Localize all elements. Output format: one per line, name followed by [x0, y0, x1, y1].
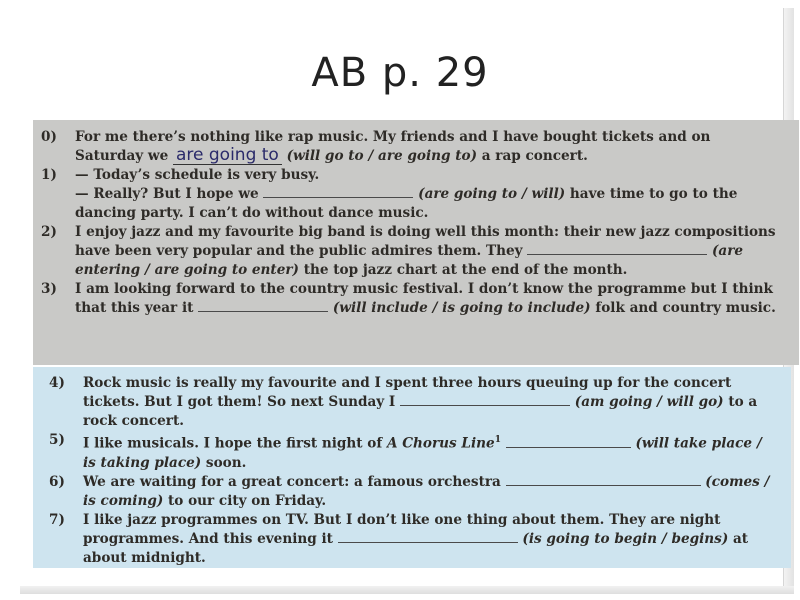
exercise-number: 4)	[49, 375, 65, 391]
exercise-7	[49, 511, 773, 568]
exercise-0	[41, 128, 781, 166]
exercise-text-end: have time to go to the dancing party. I can’t do without dance music.	[75, 186, 738, 221]
exercise-number: 2)	[41, 224, 57, 240]
exercise-number: 0)	[41, 129, 57, 145]
exercise-text: I like jazz programmes on TV. But I don’t like one thing about them. They are night programmes. And this evening it	[83, 511, 721, 547]
exercise-text-end: to our city on Friday.	[168, 492, 327, 509]
options: (am going / will go)	[574, 394, 724, 410]
slide-title: AB p. 29	[311, 50, 489, 96]
scan-exercises-4-7	[33, 367, 791, 568]
options: (is going to begin / begins)	[522, 530, 729, 547]
exercise-text: I like musicals. I hope the first night of	[83, 435, 383, 452]
dialogue-line-1: — Today’s schedule is very busy.	[75, 167, 320, 183]
exercise-text: Rock music is really my favourite and I spent three hours queuing up for the concert tickets. But I got them! So next Sunday I	[83, 375, 732, 410]
options: (are going to / will)	[418, 186, 566, 202]
exercise-text: I enjoy jazz and my favourite big band is doing well this month: their new jazz compositions have been very popular and the public admires them. They	[75, 224, 776, 259]
answer-blank[interactable]	[198, 299, 328, 312]
slide-frame-bottom	[20, 586, 794, 594]
answer-blank[interactable]	[506, 435, 631, 448]
exercise-number: 5)	[49, 432, 65, 448]
exercise-text-end: a rap concert.	[481, 148, 588, 164]
exercise-number: 3)	[41, 281, 57, 297]
exercise-text-end: soon.	[205, 454, 247, 471]
options: (comes / is coming)	[83, 473, 770, 509]
exercise-6	[49, 473, 773, 511]
exercise-text: I am looking forward to the country music festival. I don’t know the programme but I think that this year it	[75, 281, 773, 316]
exercise-text: We are waiting for a great concert: a famous orchestra	[83, 473, 501, 490]
exercise-number: 6)	[49, 473, 65, 490]
exercise-text: For me there’s nothing like rap music. My friends and I have bought tickets and on Saturday we	[75, 129, 711, 164]
exercise-text: — Really? But I hope we	[75, 186, 259, 202]
exercise-2	[41, 223, 781, 280]
answer-blank[interactable]	[263, 185, 413, 198]
exercise-1	[41, 166, 781, 223]
exercise-text-end: at about midnight.	[83, 530, 749, 566]
handwritten-answer: are going to	[173, 147, 282, 165]
musical-title: A Chorus Line	[386, 435, 495, 452]
answer-blank[interactable]	[400, 393, 570, 406]
answer-blank[interactable]	[338, 530, 518, 543]
answer-blank[interactable]	[506, 473, 701, 486]
exercise-number: 7)	[49, 511, 65, 528]
exercise-text-end: to a rock concert.	[83, 394, 758, 429]
exercise-3	[41, 280, 781, 318]
options: (will take place / is taking place)	[83, 435, 762, 471]
footnote-marker: 1	[494, 435, 501, 445]
exercise-number: 1)	[41, 167, 57, 183]
exercise-5	[49, 431, 773, 473]
options: (will go to / are going to)	[286, 148, 478, 164]
scan-exercises-0-3	[33, 120, 799, 365]
options: (will include / is going to include)	[332, 300, 591, 316]
exercise-text-end: folk and country music.	[595, 300, 776, 316]
exercise-4	[49, 374, 773, 431]
options: (are entering / are going to enter)	[75, 243, 744, 278]
exercise-text-end: the top jazz chart at the end of the month.	[303, 262, 628, 278]
answer-blank[interactable]	[527, 242, 707, 255]
